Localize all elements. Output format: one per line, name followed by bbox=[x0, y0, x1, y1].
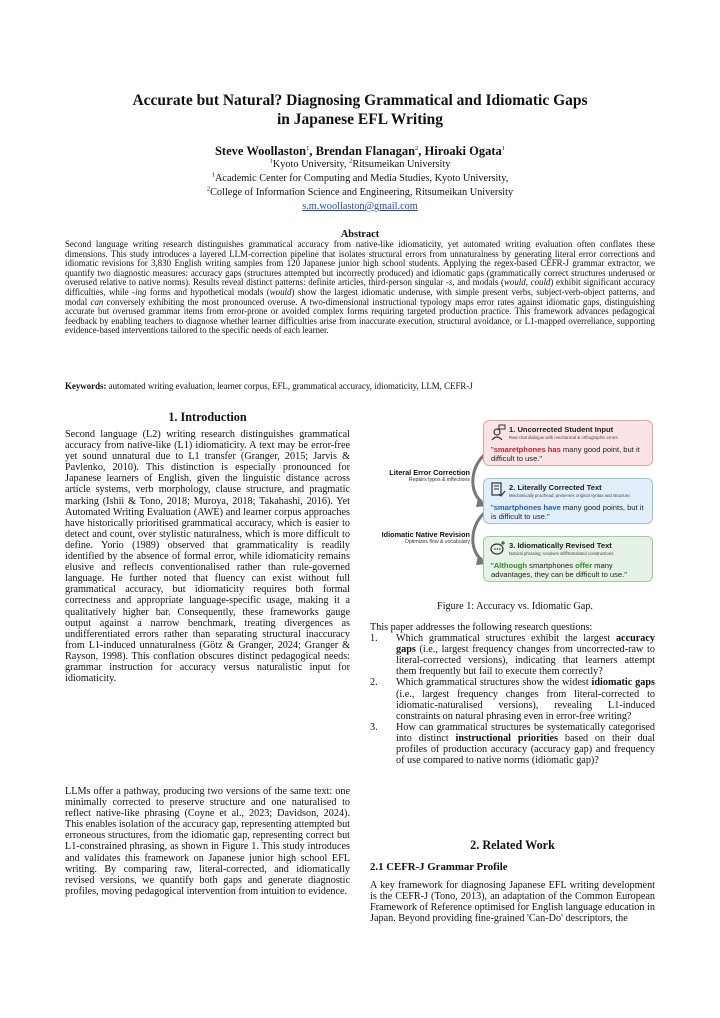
intro-paragraph-1: Second language (L2) writing research distinguishes grammatical accuracy from native-like (L1) idiomaticity. A text may be error-free yet sound unnatural due to L1 transfer (Granger, 2015; Jarvis & Pavlenko, 2010). This distinction is especially pronounced for Japanese learners of English, given the linguistic distance across article systems, verb morphology, clause structure, and pragmatic marking (Ishii & Tono, 2018; Muroya, 2018; Takahashi, 2016). Yet Automated Writing Evaluation (AWE) and learner corpus approaches have historically prioritised grammatical accuracy, which is easier to detect and count, over stylistic naturalness, which is more difficult to define. Yorio (1989) observed that grammaticality is readily identified by the absence of formal error, while idiomaticity remains elusive and reflects conventionalised rather than rule-governed language. He further noted that fluency can exist without full grammatical accuracy, but idiomaticity requires both formal correctness and appropriate language-specific usage, making it a qualitatively higher bar. Consequently, these frameworks gauge output against a narrow benchmark, treating divergences as undifferentiated errors rather than separating structural inaccuracy from L1-induced unnaturalness (Götz & Granger, 2024; Granger & Rayson, 1998). This conflation obscures distinct pedagogical needs: grammar instruction for accuracy versus naturalistic input for idiomaticity. bbox=[65, 429, 350, 685]
affiliation-short: $^1$Kyoto University, $^2$Ritsumeikan University bbox=[269, 157, 451, 170]
rq-item: 2. Which grammatical structures show the widest idiomatic gaps (i.e., largest frequency changes from literal-corrected to idiomatic-naturalised versions), revealing L1-induced constraints on natural phrasing even in error-free writing? bbox=[370, 677, 655, 722]
author-name: Steve Woollaston bbox=[214, 144, 307, 158]
author-name: Hiroaki Ogata bbox=[424, 144, 502, 158]
affiliation-2: $^2$College of Information Science and Engineering, Ritsumeikan University bbox=[206, 185, 514, 198]
idiomatic-revised-box: 3. Idiomatically Revised Text Natural phrasing; resolves stiff/translated constructions. "Although smartphones offer many advantages, they can be difficult to use." bbox=[483, 536, 653, 582]
related-work-paragraph: A key framework for diagnosing Japanese EFL writing development is the CEFR-J (Tono, 2013), an adaptation of the Common European Framework of Reference optimised for English language education in Japan. Beyond providing fine-grained 'Can-Do' descriptors, the bbox=[370, 880, 655, 925]
email-link[interactable]: s.m.woollaston@gmail.com bbox=[302, 201, 418, 212]
affiliations bbox=[80, 158, 640, 214]
figure-1 bbox=[370, 418, 660, 594]
chat-sparkle-icon bbox=[490, 540, 506, 556]
document-check-icon bbox=[490, 482, 506, 498]
related-work-heading: 2. Related Work bbox=[470, 838, 555, 852]
rq-intro: This paper addresses the following research questions: bbox=[370, 622, 593, 633]
author-list: Steve Woollaston$^1$, Brendan Flanagan$^2$, Hiroaki Ogata$^1$ bbox=[214, 144, 506, 158]
paper-title: Accurate but Natural? Diagnosing Grammatical and Idiomatic Gaps in Japanese EFL Writing bbox=[132, 92, 588, 128]
affiliation-1: $^1$Academic Center for Computing and Media Studies, Kyoto University, bbox=[211, 171, 509, 184]
cefr-j-subheading: 2.1 CEFR-J Grammar Profile bbox=[370, 861, 508, 873]
literal-corrected-box: 2. Literally Corrected Text Mechanically proofread; preserves original syntax and structure. "smartphones have many good points, but it is difficult to use." bbox=[483, 478, 653, 524]
rq-item: 1. Which grammatical structures exhibit the largest accuracy gaps (i.e., largest frequency changes from uncorrected-raw to literal-corrected versions), indicating that learners attempt them frequently but fail to execute them correctly? bbox=[370, 633, 655, 678]
label-literal-correction: Literal Error Correction Repairs typos & inflections bbox=[389, 468, 470, 483]
author-name: Brendan Flanagan bbox=[315, 144, 416, 158]
student-icon bbox=[490, 424, 506, 440]
abstract-text: Second language writing research distinguishes grammatical accuracy from native-like idiomaticity, yet automated writing evaluation often conflates these dimensions. This study introduces a layered LLM-correction pipeline that isolates structural errors from unnaturalness by generating literal error corrections and idiomatic revisions for 3,830 English writing samples from 120 Japanese junior high school students. Applying the regex-based CEFR-J grammar extractor, we quantify two diagnostic measures: accuracy gaps (structures attempted but incorrectly produced) and idiomatic gaps (grammatically correct structures underused or overused relative to native norms). Results reveal distinct patterns: definite articles, third-person singular -s, and modals (would, could) exhibit significant accuracy difficulties, while -ing forms and hypothetical modals (would) show the largest idiomatic underuse, with simple present verbs, subject-verb-object patterns, and modal can conversely exhibiting the most pronounced overuse. A two-dimensional instructional typology maps error rates against idiomatic gaps, distinguishing accurate but overused grammar items from error-prone or avoided complex forms requiring targeted production practice. This framework advances pedagogical feedback by enabling teachers to diagnose whether learner difficulties arise from inaccurate execution, structural avoidance, or L1-mapped overreliance, supporting evidence-based interventions tailored to the specific needs of each learner. bbox=[65, 239, 655, 336]
abstract-heading: Abstract bbox=[340, 229, 380, 240]
label-idiomatic-revision: Idiomatic Native Revision Optimizes flow & vocabulary bbox=[381, 530, 470, 545]
rq-item: 3. How can grammatical structures be systematically categorised into distinct instructional priorities based on their dual profiles of production accuracy (accuracy gap) and frequency of use compared to native norms (idiomatic gap)? bbox=[370, 721, 655, 767]
intro-paragraph-2: LLMs offer a pathway, producing two versions of the same text: one minimally corrected to preserve structure and one naturalised to reflect native-like phrasing (Coyne et al., 2023; Davidson, 2024). This enables isolation of the accuracy gap, representing attempted but erroneous structures, from the idiomatic gap, representing correct but L1-constrained phrasing, as shown in Figure 1. This study introduces and validates this framework on Japanese junior high school EFL writing. By comparing raw, literal-corrected, and idiomatically revised versions, we quantify both gaps and generate diagnostic profiles, moving pedagogical intervention from intuition to evidence. bbox=[65, 786, 350, 897]
intro-heading: 1. Introduction bbox=[168, 410, 247, 424]
figure-caption: Figure 1: Accuracy vs. Idiomatic Gap. bbox=[437, 601, 593, 612]
uncorrected-input-box: 1. Uncorrected Student Input Raw chat dialogue with mechanical & orthographic errors. "smaretphones has many good point, but it difficult to use." bbox=[483, 420, 653, 466]
research-questions bbox=[370, 622, 655, 766]
keywords: Keywords: automated writing evaluation, learner corpus, EFL, grammatical accuracy, idiomaticity, LLM, CEFR-J bbox=[65, 381, 473, 391]
